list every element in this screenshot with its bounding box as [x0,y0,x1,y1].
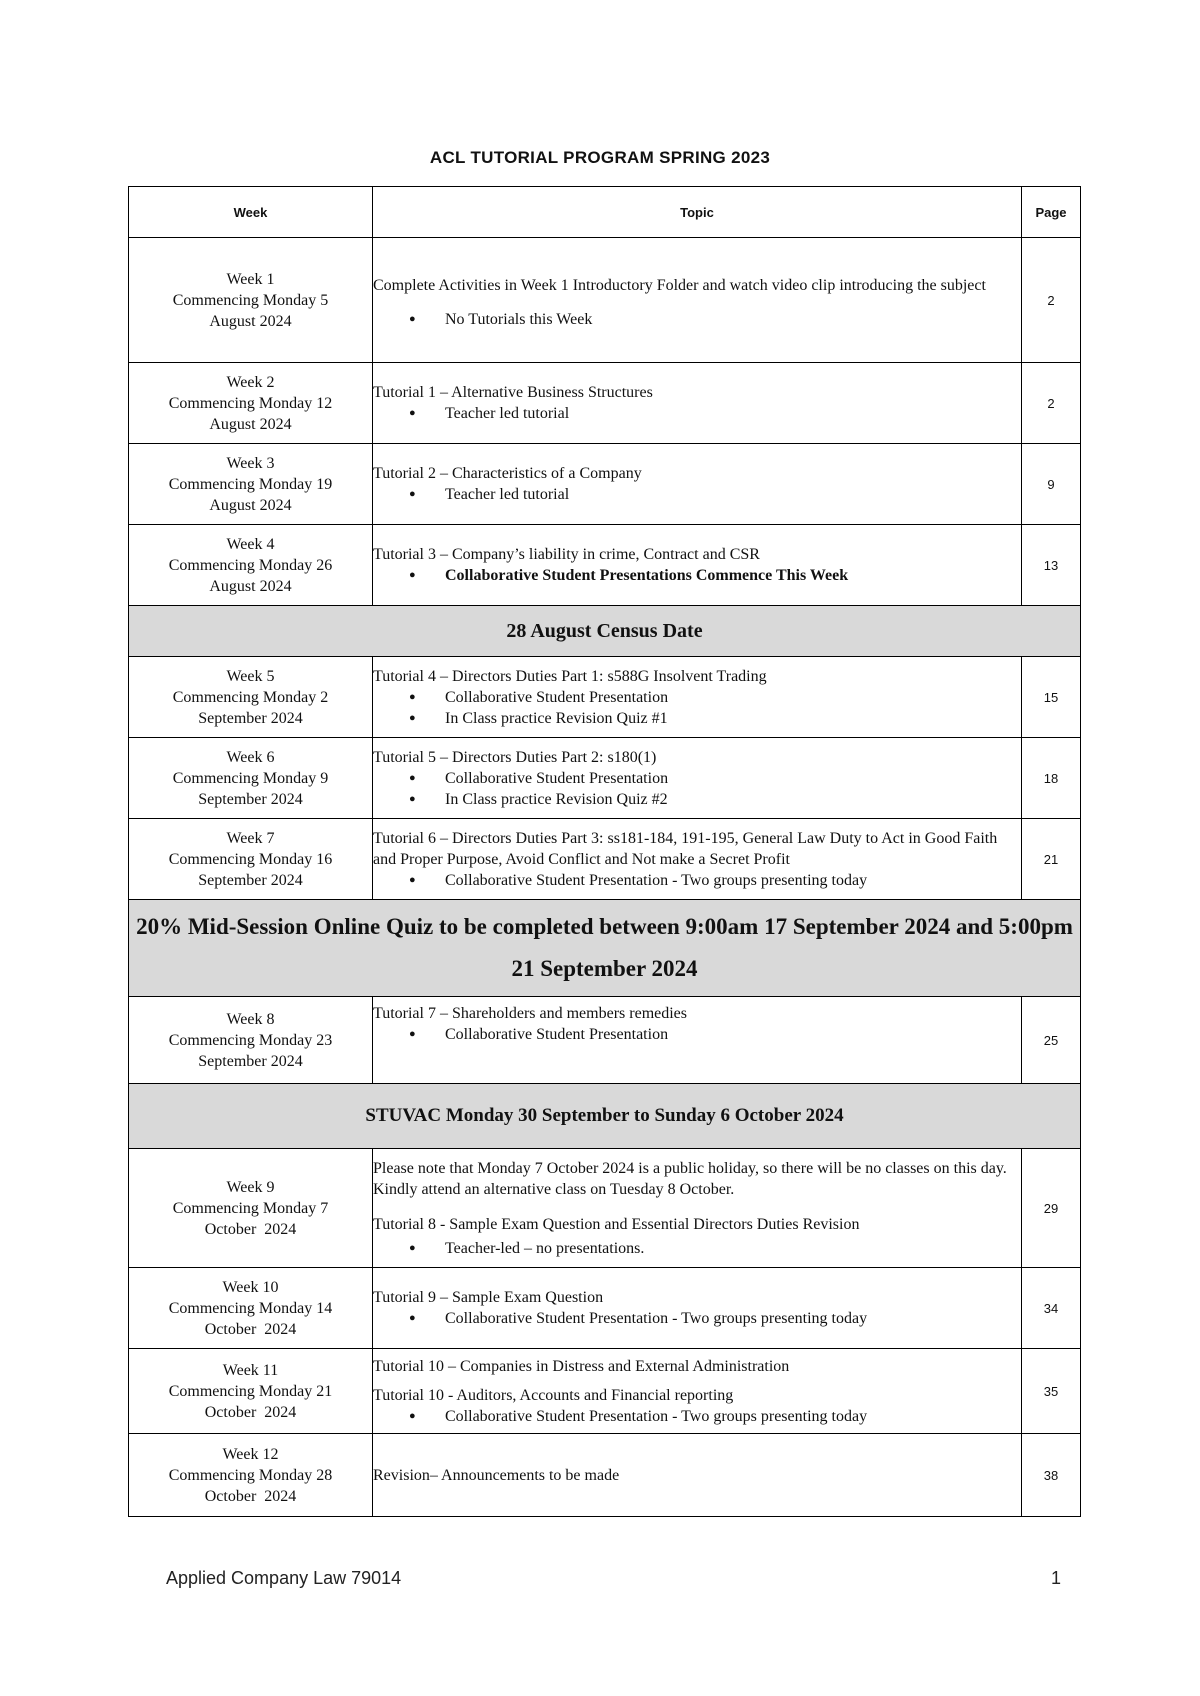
week-commencing: Commencing Monday 7 [172,1199,329,1217]
table-header-row [129,187,1081,238]
week-label: Week 8 [226,1010,275,1028]
week-label: Week 3 [226,454,275,472]
topic-bullet: ● Collaborative Student Presentation [373,687,1021,708]
topic-text: Tutorial 5 – Directors Duties Part 2: s180(1) [373,748,657,766]
topic-bullet: ● Teacher-led – no presentations. [373,1238,1021,1259]
week-cell [129,525,373,606]
table-row [129,1349,1081,1434]
table-row [129,363,1081,444]
footer-page-number: 1 [1050,1568,1061,1588]
topic-bullet: ● Teacher led tutorial [373,484,1021,505]
week-commencing: Commencing Monday 16 [168,850,333,868]
page-cell: 18 [1022,738,1081,819]
topic-cell [373,657,1022,738]
topic-bullet: ● Collaborative Student Presentation [373,1024,1021,1045]
week-commencing: Commencing Monday 5 [172,291,329,309]
topic-cell [373,525,1022,606]
week-label: Week 12 [222,1445,279,1463]
week-label: Week 9 [226,1178,275,1196]
topic-cell [373,444,1022,525]
page-cell: 34 [1022,1268,1081,1349]
topic-text: Complete Activities in Week 1 Introductory Folder and watch video clip introducing the subject [373,276,986,294]
topic-text: Tutorial 4 – Directors Duties Part 1: s588G Insolvent Trading [373,667,767,685]
topic-bullet: ● Collaborative Student Presentation - Two groups presenting today [373,1308,1021,1329]
table-row [129,525,1081,606]
mid-session-quiz-banner: 20% Mid-Session Online Quiz to be completed between 9:00am 17 September 2024 and 5:00pm 21 September 2024 [129,900,1081,997]
week-cell [129,1149,373,1268]
topic-bullet: ● Collaborative Student Presentation - Two groups presenting today [373,870,1021,891]
week-commencing: Commencing Monday 21 [168,1382,333,1400]
page-cell: 13 [1022,525,1081,606]
week-commencing: Commencing Monday 9 [172,769,329,787]
week-label: Week 4 [226,535,275,553]
week-month: September 2024 [198,709,303,727]
week-label: Week 2 [226,373,275,391]
topic-bullet: ● Collaborative Student Presentations Commence This Week [373,565,1021,586]
topic-bullet: ● Teacher led tutorial [373,403,1021,424]
census-banner-row [129,606,1081,657]
week-commencing: Commencing Monday 14 [168,1299,333,1317]
week-label: Week 11 [222,1361,279,1379]
table-row [129,1434,1081,1517]
topic-text: Tutorial 3 – Company’s liability in crime, Contract and CSR [373,546,760,563]
topic-text: Tutorial 2 – Characteristics of a Company [373,465,642,482]
week-month: September 2024 [198,790,303,808]
table-row [129,1149,1081,1268]
week-month: October 2024 [204,1320,297,1338]
topic-text: Tutorial 8 - Sample Exam Question and Essential Directors Duties Revision [373,1215,860,1233]
topic-cell [373,1434,1022,1517]
topic-cell [373,819,1022,900]
week-cell [129,238,373,363]
topic-cell [373,738,1022,819]
week-month: August 2024 [209,312,292,330]
week-month: September 2024 [198,1052,303,1070]
tutorial-program-table [128,186,1081,1517]
page-cell: 29 [1022,1149,1081,1268]
week-commencing: Commencing Monday 2 [172,688,329,706]
table-row [129,238,1081,363]
table-row [129,657,1081,738]
week-cell [129,657,373,738]
topic-bullet: ● Collaborative Student Presentation [373,768,1021,789]
stuvac-banner: STUVAC Monday 30 September to Sunday 6 October 2024 [129,1084,1081,1149]
week-cell [129,1349,373,1434]
week-cell [129,1268,373,1349]
table-row [129,819,1081,900]
topic-cell [373,363,1022,444]
week-month: October 2024 [204,1403,297,1421]
topic-text: Revision– Announcements to be made [373,1466,620,1484]
quiz-banner-row [129,900,1081,997]
week-cell [129,819,373,900]
week-label: Week 1 [226,270,275,288]
week-cell [129,738,373,819]
week-commencing: Commencing Monday 26 [168,556,333,574]
table-row [129,444,1081,525]
header-topic: Topic [373,187,1022,238]
page-footer [166,1568,1061,1589]
week-label: Week 5 [226,667,275,685]
week-commencing: Commencing Monday 12 [168,394,333,412]
page-cell: 35 [1022,1349,1081,1434]
page-cell: 2 [1022,238,1081,363]
week-month: October 2024 [204,1220,297,1238]
week-month: August 2024 [209,496,292,514]
topic-text: Tutorial 6 – Directors Duties Part 3: ss181-184, 191-195, General Law Duty to Act in Good Faith and Proper Purpose, Avoid Conflict and Not make a Secret Profit [373,829,998,868]
document-title: ACL TUTORIAL PROGRAM SPRING 2023 [429,148,771,167]
topic-cell [373,238,1022,363]
table-row [129,738,1081,819]
topic-text: Tutorial 10 – Companies in Distress and External Administration [373,1357,790,1375]
page-cell: 21 [1022,819,1081,900]
week-commencing: Commencing Monday 28 [168,1466,333,1484]
week-cell [129,363,373,444]
header-page: Page [1022,187,1081,238]
week-commencing: Commencing Monday 19 [168,475,333,493]
week-cell [129,997,373,1084]
topic-text: Please note that Monday 7 October 2024 is a public holiday, so there will be no classes on this day. Kindly attend an alternative class on Tuesday 8 October. [373,1159,1007,1198]
census-date-banner: 28 August Census Date [129,606,1081,657]
page-cell: 38 [1022,1434,1081,1517]
topic-text: Tutorial 9 – Sample Exam Question [373,1289,604,1306]
topic-text: Tutorial 7 – Shareholders and members remedies [373,1005,688,1022]
topic-bullet: ● In Class practice Revision Quiz #2 [373,789,1021,810]
header-week: Week [129,187,373,238]
topic-bullet: ● In Class practice Revision Quiz #1 [373,708,1021,729]
week-cell [129,444,373,525]
topic-cell [373,1149,1022,1268]
footer-course-name: Applied Company Law 79014 [166,1568,402,1588]
topic-text: Tutorial 10 - Auditors, Accounts and Financial reporting [373,1386,734,1404]
page-cell: 9 [1022,444,1081,525]
week-month: October 2024 [204,1487,297,1505]
table-row [129,1268,1081,1349]
week-month: August 2024 [209,577,292,595]
week-commencing: Commencing Monday 23 [168,1031,333,1049]
page-cell: 2 [1022,363,1081,444]
topic-bullet: ● Collaborative Student Presentation - Two groups presenting today [373,1406,1021,1427]
topic-cell [373,1349,1022,1434]
week-label: Week 7 [226,829,275,847]
week-cell [129,1434,373,1517]
topic-cell [373,1268,1022,1349]
stuvac-banner-row [129,1084,1081,1149]
page-cell: 25 [1022,997,1081,1084]
week-month: August 2024 [209,415,292,433]
topic-bullet: ● No Tutorials this Week [373,309,1021,330]
week-label: Week 10 [222,1278,279,1296]
week-label: Week 6 [226,748,275,766]
table-row [129,997,1081,1084]
topic-text: Tutorial 1 – Alternative Business Structures [373,384,653,401]
topic-cell [373,997,1022,1084]
week-month: September 2024 [198,871,303,889]
page-cell: 15 [1022,657,1081,738]
